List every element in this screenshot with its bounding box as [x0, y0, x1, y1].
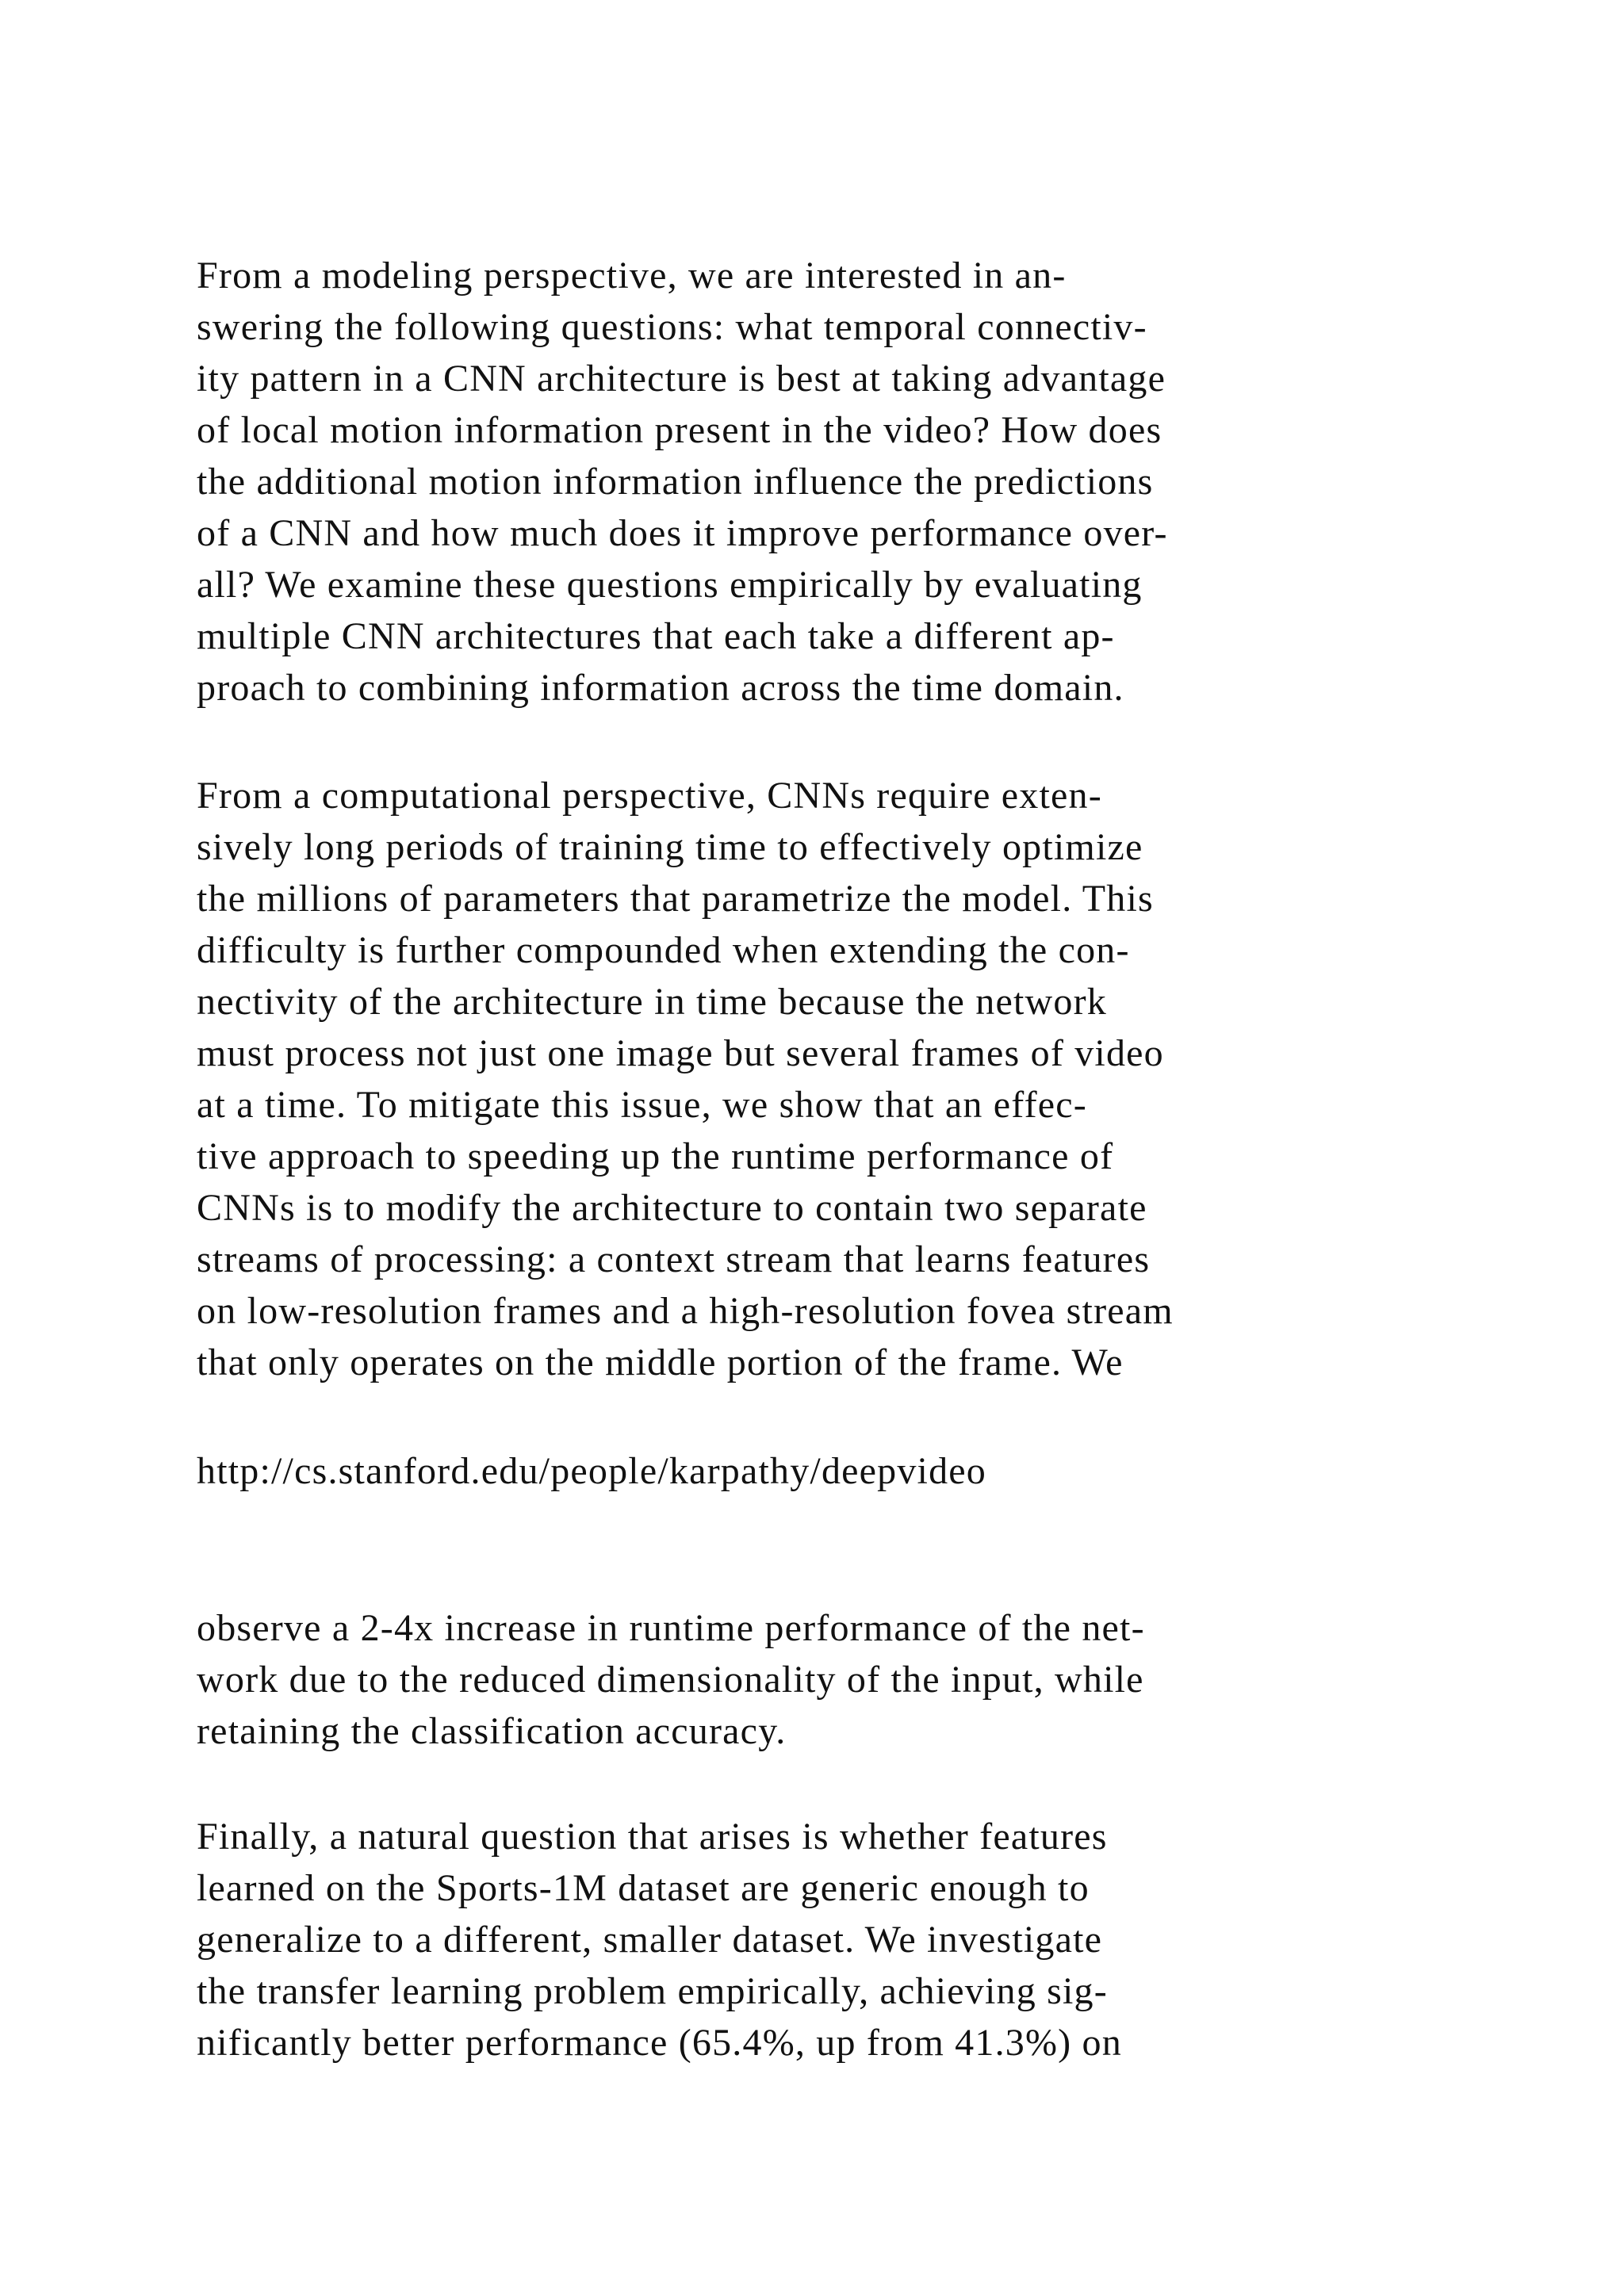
text-line: generalize to a different, smaller dataset. We investigate	[197, 1919, 1103, 1961]
text-line: proach to combining information across the time domain.	[197, 667, 1124, 709]
text-line: of a CNN and how much does it improve performance over-	[197, 512, 1168, 554]
text-line: learned on the Sports-1M dataset are generic enough to	[197, 1867, 1090, 1909]
text-line: the millions of parameters that parametrize the model. This	[197, 878, 1154, 920]
text-line: streams of processing: a context stream that learns features	[197, 1238, 1151, 1280]
text-line: sively long periods of training time to effectively optimize	[197, 826, 1143, 868]
text-line: work due to the reduced dimensionality of the input, while	[197, 1659, 1144, 1701]
paragraph-runtime-increase	[197, 1602, 1434, 1757]
text-line: multiple CNN architectures that each take a different ap-	[197, 615, 1115, 657]
text-line: From a computational perspective, CNNs require exten-	[197, 775, 1102, 817]
paragraph-computational-perspective	[197, 770, 1434, 1388]
text-line: the transfer learning problem empirically, achieving sig-	[197, 1970, 1108, 2012]
paragraph-transfer-learning	[197, 1811, 1434, 2068]
text-line: Finally, a natural question that arises is whether features	[197, 1816, 1108, 1858]
text-line: at a time. To mitigate this issue, we show that an effec-	[197, 1084, 1087, 1126]
text-line: must process not just one image but several frames of video	[197, 1032, 1164, 1074]
text-line: nificantly better performance (65.4%, up from 41.3%) on	[197, 2022, 1122, 2064]
text-line: From a modeling perspective, we are interested in an-	[197, 254, 1067, 297]
text-line: that only operates on the middle portion of the frame. We	[197, 1341, 1124, 1383]
text-line: the additional motion information influence the predictions	[197, 461, 1154, 503]
paragraph-modeling-perspective	[197, 250, 1434, 714]
text-line: on low-resolution frames and a high-resolution fovea stream	[197, 1290, 1174, 1332]
text-line: tive approach to speeding up the runtime performance of	[197, 1135, 1114, 1177]
text-line: swering the following questions: what temporal connectiv-	[197, 306, 1147, 348]
text-line: nectivity of the architecture in time because the network	[197, 981, 1107, 1023]
text-line: observe a 2-4x increase in runtime performance of the net-	[197, 1607, 1145, 1649]
text-line: ity pattern in a CNN architecture is best at taking advantage	[197, 358, 1166, 400]
text-line: difficulty is further compounded when extending the con-	[197, 929, 1130, 971]
text-line: retaining the classification accuracy.	[197, 1710, 787, 1752]
text-line: of local motion information present in the video? How does	[197, 409, 1162, 451]
text-line: all? We examine these questions empirically by evaluating	[197, 564, 1143, 606]
text-line: CNNs is to modify the architecture to contain two separate	[197, 1187, 1147, 1229]
footnote-url	[197, 1445, 1434, 1497]
url-line: http://cs.stanford.edu/people/karpathy/deepvideo	[197, 1450, 986, 1492]
